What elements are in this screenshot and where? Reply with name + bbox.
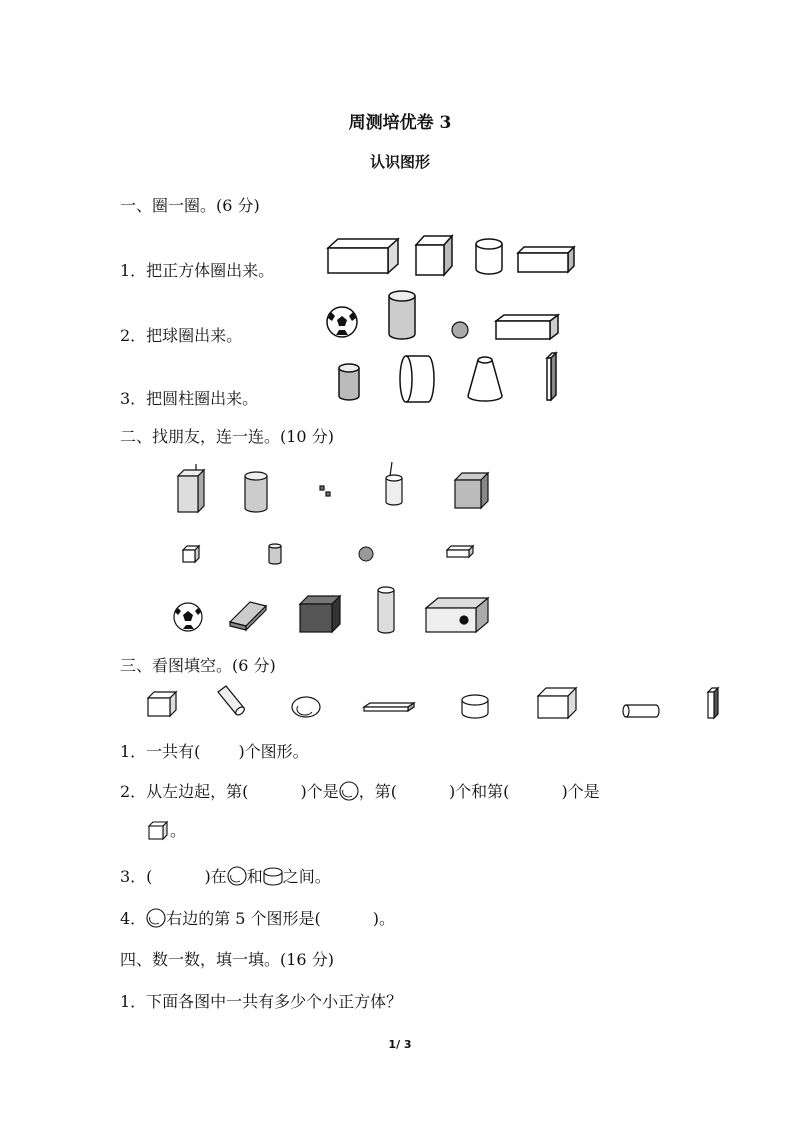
section1-q2: 2．把球圈出来。	[120, 326, 243, 345]
thin-prism-shape[interactable]	[547, 353, 556, 400]
gift-box-object[interactable]	[455, 473, 488, 508]
small-pieces-object[interactable]	[320, 486, 330, 496]
jar-object[interactable]	[245, 472, 267, 512]
section3-heading: 三、看图填空。(6 分)	[120, 656, 276, 675]
section3-q1: 1．一共有( )个图形。	[120, 742, 309, 761]
cube-shape[interactable]	[416, 236, 452, 275]
section2-heading: 二、找朋友，连一连。(10 分)	[120, 427, 334, 446]
rectangular-box-shape[interactable]	[328, 239, 398, 273]
eraser-object[interactable]	[230, 602, 266, 630]
short-cylinder-shape[interactable]	[462, 695, 488, 718]
sphere-inline-icon	[339, 781, 359, 801]
section1-q1-shapes	[326, 236, 586, 278]
wide-cylinder-shape[interactable]	[400, 356, 434, 402]
sphere-shape[interactable]	[292, 697, 320, 717]
long-box-shape[interactable]	[496, 315, 558, 339]
cylinder-inline-icon	[263, 866, 283, 886]
section4-heading: 四、数一数，填一填。(16 分)	[120, 950, 334, 969]
page-title: 周测培优卷 3	[348, 113, 452, 133]
cube-shape-1[interactable]	[148, 692, 176, 716]
small-ball-shape[interactable]	[452, 322, 468, 338]
soccer-ball-object[interactable]	[174, 603, 202, 631]
section3-q2: 2．从左边起，第( )个是 ，第( )个和第( )个是	[120, 782, 600, 801]
soccer-ball-shape[interactable]	[327, 307, 357, 337]
page-subtitle: 认识图形	[369, 153, 430, 171]
section1-q1: 1．把正方体圈出来。	[120, 261, 275, 280]
small-cube-shape[interactable]	[183, 546, 199, 562]
section1-q2-shapes	[326, 290, 566, 342]
cube-inline-icon	[148, 820, 170, 840]
flat-box-shape[interactable]	[518, 247, 574, 272]
section3-q3: 3．( )在 和 之间。	[120, 867, 331, 886]
tall-cylinder-shape[interactable]	[389, 291, 415, 339]
dark-cube-object[interactable]	[300, 596, 340, 632]
section3-q4: 4． 右边的第 5 个图形是( )。	[120, 909, 396, 928]
horizontal-cylinder-shape[interactable]	[623, 705, 659, 717]
section4-q1: 1．下面各图中一共有多少个小正方体？	[120, 992, 403, 1011]
milk-carton-object[interactable]	[178, 464, 204, 512]
tall-tube-object[interactable]	[378, 587, 394, 633]
sphere-inline-icon-2	[227, 866, 247, 886]
can-cylinder-shape[interactable]	[339, 364, 359, 400]
tall-prism-shape[interactable]	[708, 688, 718, 718]
drink-can-object[interactable]	[386, 462, 402, 505]
section3-q2-cont: 。	[148, 818, 186, 841]
tilted-cylinder-shape[interactable]	[218, 686, 246, 717]
section1-heading: 一、圈一圈。(6 分)	[120, 196, 260, 215]
page-number: 1/ 3	[388, 1038, 412, 1051]
shoe-box-object[interactable]	[426, 598, 488, 632]
sphere-inline-icon-3	[146, 908, 166, 928]
thin-plank-shape[interactable]	[364, 703, 414, 711]
shape-row	[146, 686, 730, 722]
small-cuboid-shape[interactable]	[447, 546, 473, 557]
small-cylinder-shape[interactable]	[269, 544, 281, 564]
cube-shape-2[interactable]	[538, 688, 576, 718]
section1-q3-shapes	[330, 352, 570, 406]
small-sphere-shape[interactable]	[359, 547, 373, 561]
matching-figure	[170, 462, 500, 642]
cone-frustum-shape[interactable]	[468, 357, 502, 401]
section1-q3: 3．把圆柱圈出来。	[120, 389, 259, 408]
cylinder-shape[interactable]	[476, 239, 502, 274]
